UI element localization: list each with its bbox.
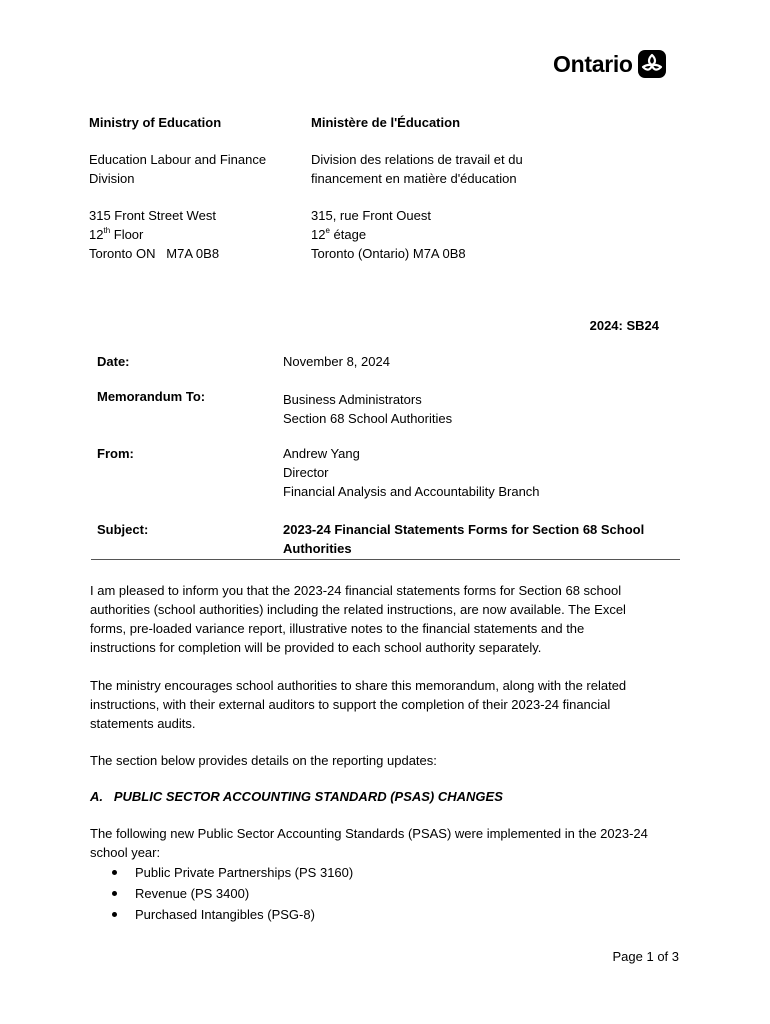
ministry-name-fr: Ministère de l'Éducation <box>311 115 461 130</box>
address-en-city: Toronto ON M7A 0B8 <box>89 246 220 261</box>
paragraph-intro <box>90 581 690 657</box>
from-line3: Financial Analysis and Accountability Branch <box>283 484 540 499</box>
subject-line2: Authorities <box>283 541 352 556</box>
list-item: Public Private Partnerships (PS 3160) <box>112 862 353 883</box>
address-en-street: 315 Front Street West <box>89 208 216 223</box>
division-en-line2: Division <box>89 171 135 186</box>
subject-label: Subject: <box>97 522 149 537</box>
bullet-icon <box>112 891 117 896</box>
psas-standards-list <box>112 862 353 925</box>
paragraph-line: statements audits. <box>90 716 196 731</box>
division-fr-line1: Division des relations de travail et du <box>311 152 523 167</box>
list-item: Revenue (PS 3400) <box>112 883 353 904</box>
memo-reference: 2024: SB24 <box>589 318 659 333</box>
paragraph-line: instructions for completion will be provided to each school authority separately. <box>90 640 542 655</box>
to-value <box>283 390 683 428</box>
to-line1: Business Administrators <box>283 392 422 407</box>
paragraph-line: I am pleased to inform you that the 2023-24 financial statements forms for Section 68 school <box>90 583 622 598</box>
bullet-icon <box>112 870 117 875</box>
address-fr-city: Toronto (Ontario) M7A 0B8 <box>311 246 466 261</box>
subject-value <box>283 520 683 558</box>
date-label: Date: <box>97 354 130 369</box>
to-label: Memorandum To: <box>97 389 206 404</box>
paragraph-line: forms, pre-loaded variance report, illustrative notes to the financial statements and the <box>90 621 585 636</box>
letterhead-fr <box>311 113 571 263</box>
paragraph-updates-intro: The section below provides details on the reporting updates: <box>90 753 437 768</box>
header-divider <box>91 559 680 560</box>
address-fr-street: 315, rue Front Ouest <box>311 208 431 223</box>
ontario-logo <box>553 50 666 78</box>
division-fr-line2: financement en matière d'éducation <box>311 171 517 186</box>
division-en-line1: Education Labour and Finance <box>89 152 267 167</box>
logo-wordmark: Ontario <box>553 50 633 77</box>
paragraph-line: The following new Public Sector Accounting Standards (PSAS) were implemented in the 2023-24 <box>90 826 648 841</box>
letterhead-en <box>89 113 299 263</box>
paragraph-line: authorities (school authorities) including the related instructions, are now available. The Excel <box>90 602 626 617</box>
list-item: Purchased Intangibles (PSG-8) <box>112 904 353 925</box>
paragraph-line: The ministry encourages school authorities to share this memorandum, along with the related <box>90 678 627 693</box>
paragraph-auditors <box>90 676 690 733</box>
paragraph-line: instructions, with their external auditors to support the completion of their 2023-24 financial <box>90 697 611 712</box>
trillium-icon <box>638 50 666 78</box>
subject-line1: 2023-24 Financial Statements Forms for Section 68 School <box>283 522 645 537</box>
from-line2: Director <box>283 465 329 480</box>
bullet-icon <box>112 912 117 917</box>
from-value <box>283 444 683 501</box>
date-value: November 8, 2024 <box>283 354 390 369</box>
ministry-name-en: Ministry of Education <box>89 115 222 130</box>
page-number: Page 1 of 3 <box>612 949 679 964</box>
paragraph-psas <box>90 824 690 862</box>
from-line1: Andrew Yang <box>283 446 360 461</box>
address-fr-floor: 12e étage <box>311 225 367 242</box>
section-a-heading: A. PUBLIC SECTOR ACCOUNTING STANDARD (PSAS) CHANGES <box>90 789 503 804</box>
paragraph-line: school year: <box>90 845 161 860</box>
to-line2: Section 68 School Authorities <box>283 411 453 426</box>
address-en-floor: 12th Floor <box>89 225 144 242</box>
from-label: From: <box>97 446 134 461</box>
